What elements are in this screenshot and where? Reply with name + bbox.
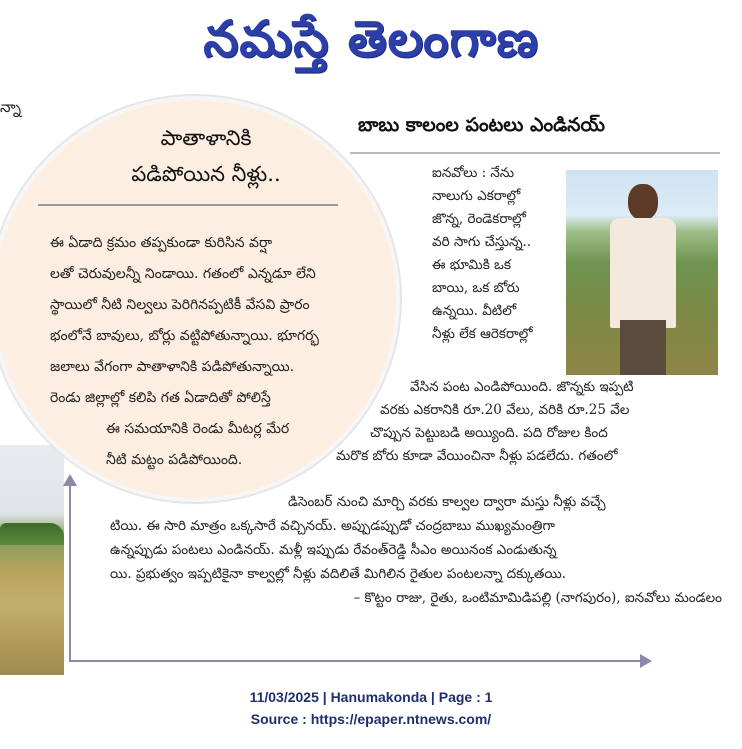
bottom-line: ఉన్నప్పుడు పంటలు ఎండినయ్. మళ్లీ ఇప్పుడు రేవంత్‌రెడ్డి సీఎం అయినంక ఎండుతున్న	[110, 542, 557, 558]
circle-body-line: భంలోనే బావులు, బోర్లు వట్టిపోతున్నాయి. భూగర్భ	[50, 328, 319, 344]
tree-line	[0, 523, 64, 545]
circle-body-line: జలాలు వేగంగా పాతాళానికి పడిపోతున్నాయి.	[50, 359, 295, 375]
vertical-arrow-line	[69, 482, 71, 662]
column-line: ఉన్నయి. వీటిలో	[432, 303, 517, 319]
corner-text: న్నా	[0, 98, 22, 116]
circle-title-line1: పాతాళానికి	[160, 126, 252, 150]
bottom-line: టియి. ఈ సారి మాత్రం ఒక్కసారే వచ్చినయ్. అప్పుడప్పుడో చంద్రబాబు ముఖ్యమంత్రిగా	[110, 518, 555, 534]
wide-line: చొప్పున పెట్టుబడి అయ్యింది. పది రోజుల కింద	[370, 425, 608, 441]
column-line: ఈ భూమికి ఒక	[432, 257, 511, 273]
farmer-body	[610, 218, 676, 328]
horizontal-arrow-line	[70, 660, 644, 662]
circle-body-line: నీటి మట్టం పడిపోయింది.	[106, 452, 243, 468]
footer	[0, 686, 742, 730]
bottom-line: యి. ప్రభుత్వం ఇప్పటికైనా కాల్వల్లో నీళ్లు వదిలితే మిగిలిన రైతుల పంటలన్నా దక్కుతయి.	[110, 566, 566, 582]
farmer-legs	[620, 320, 666, 375]
circle-title	[86, 120, 326, 192]
farmer-photo	[566, 170, 718, 375]
column-line: జొన్న, రెండెకరాల్లో	[432, 211, 526, 227]
up-arrow-icon	[63, 474, 77, 486]
footer-source: Source : https://epaper.ntnews.com/	[250, 711, 492, 727]
article-headline: బాబు కాలంల పంటలు ఎండినయ్	[358, 114, 605, 136]
masthead-title: నమస్తే తెలంగాణ	[203, 9, 539, 68]
circle-body	[50, 228, 364, 476]
newspaper-clipping	[0, 90, 742, 675]
circle-body-line: లతో చెరువులన్నీ నిండాయి. గతంలో ఎన్నడూ లేని	[50, 266, 316, 282]
wide-line: మరొక బోరు కూడా వేయించినా నీళ్లు పడలేదు. గతంలో	[336, 448, 618, 464]
circle-body-line: రెండు జిల్లాల్లో కలిపి గత ఏడాదితో పోలిస్తే	[50, 390, 271, 406]
farmer-head	[628, 184, 658, 220]
wide-line: వరకు ఎకరానికి రూ.20 వేలు, వరికి రూ.25 వేల	[380, 402, 630, 418]
article-column	[432, 162, 560, 346]
article-wide-text	[330, 376, 722, 468]
circle-body-line: స్థాయిలో నీటి నిల్వలు పెరిగినప్పటికీ వేసవి ప్రారం	[50, 297, 310, 313]
circle-body-line: ఈ సమయానికి రెండు మీటర్ల మేర	[106, 421, 290, 437]
wide-line: వేసిన పంట ఎండిపోయింది. జొన్నకు ఇప్పటి	[410, 379, 634, 395]
circle-divider	[38, 204, 338, 206]
column-line: ఐనవోలు : నేను	[432, 165, 515, 181]
circle-body-line: ఈ ఏడాది క్రమం తప్పకుండా కురిసిన వర్షా	[50, 235, 273, 251]
column-line: నాలుగు ఎకరాల్లో	[432, 188, 521, 204]
circle-title-line2: పడిపోయిన నీళ్లు..	[131, 162, 281, 186]
article-bottom-text	[88, 490, 722, 610]
footer-meta: 11/03/2025 | Hanumakonda | Page : 1	[249, 689, 493, 705]
bottom-line: డిసెంబర్ నుంచి మార్చి వరకు కాల్వల ద్వారా మస్తు నీళ్లు వచ్చే	[288, 494, 606, 510]
column-line: వరి సాగు చేస్తున్న..	[432, 234, 532, 250]
masthead	[0, 4, 742, 74]
attribution: – కొట్టం రాజు, రైతు, ఒంటిమామిడిపల్లి (నాగపురం), ఐనవోలు మండలం	[353, 590, 722, 606]
column-line: నీళ్లు లేక ఆరెకరాల్లో	[432, 326, 533, 342]
headline-rule	[350, 152, 720, 154]
right-arrow-icon	[640, 654, 652, 668]
left-field-photo	[0, 445, 64, 675]
column-line: బాయి, ఒక బోరు	[432, 280, 520, 296]
